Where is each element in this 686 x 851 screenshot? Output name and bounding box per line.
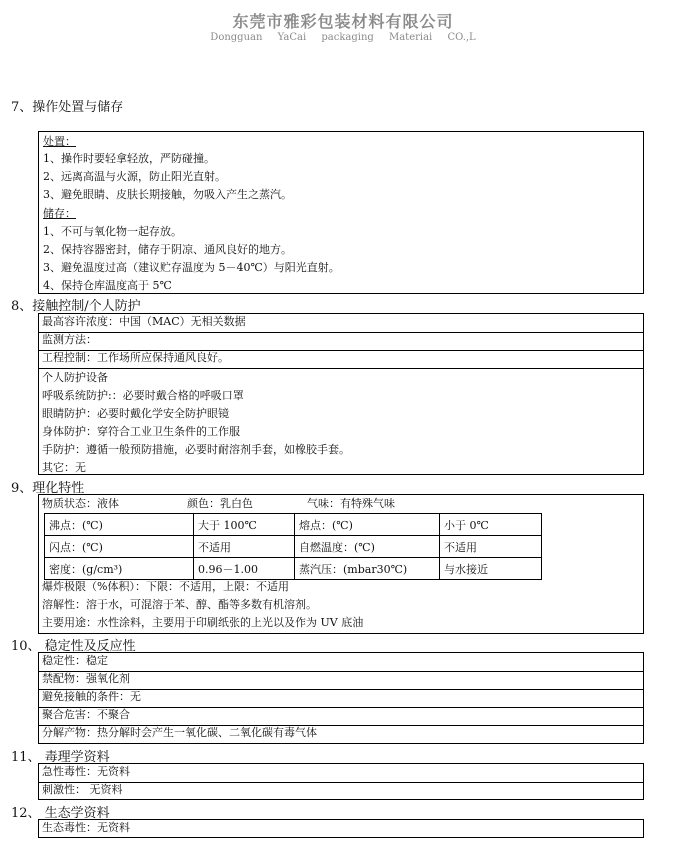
table-cell: 不适用 xyxy=(440,536,542,558)
company-name-en: Dongguan YaCai packaging Materiai CO.,L xyxy=(210,32,476,43)
storage-item-1: 1、不可与氧化物一起存放。 xyxy=(43,225,182,238)
acute-toxicity: 急性毒性：无资料 xyxy=(39,764,643,783)
table-cell: 沸点：(℃) xyxy=(45,514,194,536)
irritation: 刺激性： 无资料 xyxy=(42,783,123,796)
section-11-box xyxy=(38,763,644,800)
storage-item-4: 4、保持仓库温度高于 5℃ xyxy=(43,279,172,292)
incompatible-materials: 禁配物：强氧化剂 xyxy=(39,671,643,690)
ppe-eye: 眼睛防护：必要时戴化学安全防护眼镜 xyxy=(42,407,229,420)
section-12-title: 12、 生态学资料 xyxy=(11,806,110,821)
storage-item-3: 3、避免温度过高（建议贮存温度为 5－40℃）与阳光直射。 xyxy=(43,261,340,274)
handling-item-3: 3、避免眼睛、皮肤长期接触，勿吸入产生之蒸汽。 xyxy=(43,188,292,201)
ppe-respiratory: 呼吸系统防护:：必要时戴合格的呼吸口罩 xyxy=(42,389,244,402)
table-cell: 小于 0℃ xyxy=(440,514,542,536)
section-8-box xyxy=(38,313,644,475)
ppe-body: 身体防护：穿符合工业卫生条件的工作服 xyxy=(42,425,240,438)
section-9-title: 9、理化特性 xyxy=(11,481,85,496)
section-10-title: 10、 稳定性及反应性 xyxy=(11,639,136,654)
section-10-box xyxy=(38,652,644,744)
table-row xyxy=(45,536,542,558)
section-11-title: 11、 毒理学资料 xyxy=(11,750,110,765)
storage-item-2: 2、保持容器密封，储存于阴凉、通风良好的地方。 xyxy=(43,243,292,256)
stability: 稳定性：稳定 xyxy=(39,653,643,672)
polymerization-hazard: 聚合危害：不聚合 xyxy=(39,707,643,726)
decomposition-products: 分解产物：热分解时会产生一氧化碳、二氧化碳有毒气体 xyxy=(42,726,317,739)
section-12-box xyxy=(38,819,644,838)
table-row xyxy=(45,514,542,536)
table-cell: 不适用 xyxy=(194,536,295,558)
table-cell: 密度：(g/cm³) xyxy=(45,558,194,580)
section-7-title: 7、操作处置与储存 xyxy=(11,100,124,115)
odor-property: 气味：有特殊气味 xyxy=(307,497,395,510)
table-cell: 大于 100℃ xyxy=(194,514,295,536)
handling-item-1: 1、操作时要轻拿轻放，严防碰撞。 xyxy=(43,152,215,165)
table-row xyxy=(45,558,542,580)
explosion-limits: 爆炸极限（%体积）：下限：不适用，上限：不适用 xyxy=(42,580,289,593)
company-name-cn: 东莞市雅彩包装材料有限公司 xyxy=(232,12,454,31)
solubility: 溶解性：溶于水，可混溶于苯、醇、酯等多数有机溶剂。 xyxy=(42,598,317,611)
table-cell: 自燃温度：(℃) xyxy=(295,536,440,558)
conditions-to-avoid: 避免接触的条件：无 xyxy=(39,689,643,708)
handling-item-2: 2、远离高温与火源，防止阳光直射。 xyxy=(43,170,226,183)
section-7-box xyxy=(38,131,644,294)
physical-state: 物质状态：液体 xyxy=(42,497,119,510)
table-cell: 与水接近 xyxy=(440,558,542,580)
table-cell: 0.96－1.00 xyxy=(194,558,295,580)
main-use: 主要用途：水性涂料，主要用于印刷纸张的上光以及作为 UV 底油 xyxy=(42,616,364,629)
ppe-hand: 手防护：遵循一般预防措施，必要时耐溶剂手套，如橡胶手套。 xyxy=(42,443,350,456)
s8-row-engineering: 工程控制：工作场所应保持通风良好。 xyxy=(39,350,643,369)
ppe-other: 其它：无 xyxy=(42,461,86,474)
ecotoxicity: 生态毒性：无资料 xyxy=(42,821,130,834)
properties-table xyxy=(44,513,542,580)
s8-row-mac: 最高容许浓度：中国（MAC）无相关数据 xyxy=(39,314,643,333)
table-cell: 蒸汽压：(mbar30℃) xyxy=(295,558,440,580)
section-9-box xyxy=(38,494,644,634)
table-cell: 闪点：(℃) xyxy=(45,536,194,558)
s8-row-monitoring: 监测方法： xyxy=(39,332,643,351)
ppe-heading: 个人防护设备 xyxy=(42,371,108,384)
table-cell: 熔点：(℃) xyxy=(295,514,440,536)
color-property: 颜色：乳白色 xyxy=(187,497,253,510)
storage-label: 储存： xyxy=(43,207,76,220)
handling-label: 处置： xyxy=(43,135,76,148)
section-8-title: 8、接触控制/个人防护 xyxy=(11,299,141,314)
